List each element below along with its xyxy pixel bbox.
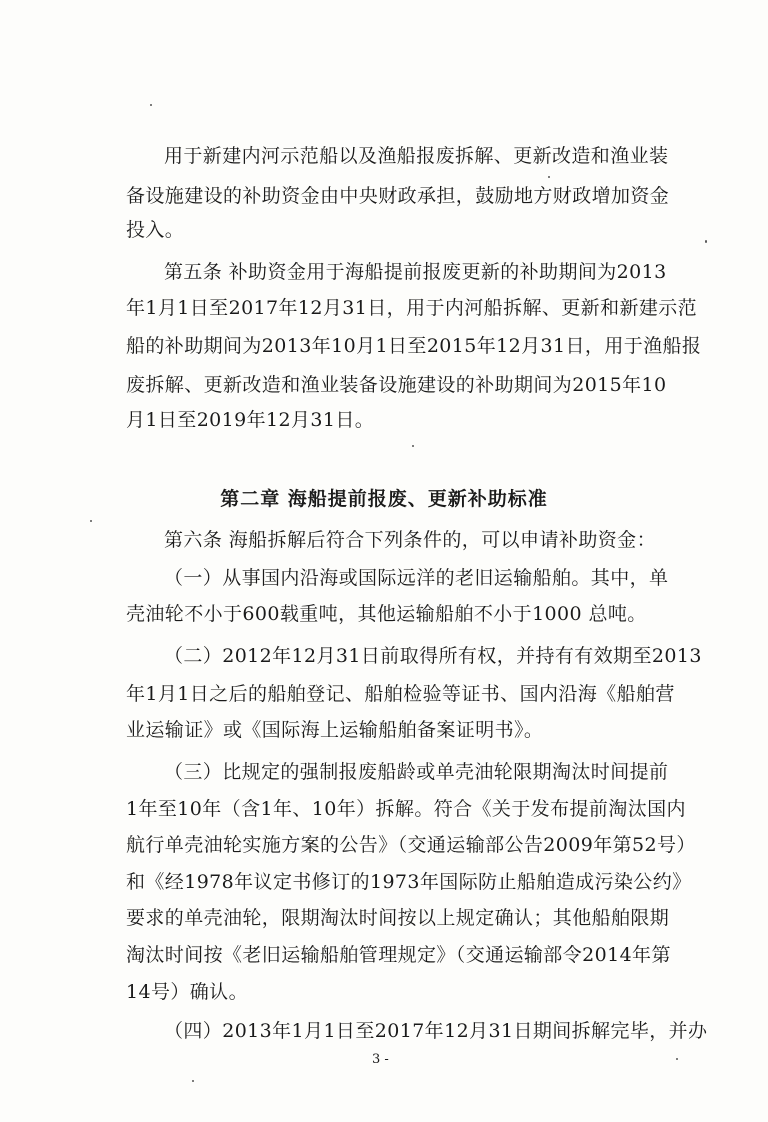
page-number: 3 - [372, 1052, 389, 1067]
scan-speck [676, 1058, 678, 1060]
text-line: 船的补助期间为2013年10月1日至2015年12月31日，用于渔船报 [126, 335, 702, 357]
text-line: （二）2012年12月31日前取得所有权，并持有有效期至2013 [164, 645, 702, 667]
text-line: 废拆解、更新改造和渔业装备设施建设的补助期间为2015年10 [126, 374, 667, 396]
scan-speck [192, 1080, 194, 1082]
article-intro: 第六条 海船拆解后符合下列条件的，可以申请补助资金： [164, 529, 656, 551]
scan-speck [90, 520, 92, 522]
text-line: 1年至10年（含1年、10年）拆解。符合《关于发布提前淘汰国内 [126, 798, 686, 820]
chapter-heading: 第二章 海船提前报废、更新补助标准 [220, 488, 548, 510]
text-line: 业运输证》或《国际海上运输船舶备案证明书》。 [126, 719, 544, 741]
text-line: 第五条 补助资金用于海船提前报废更新的补助期间为2013 [164, 261, 667, 283]
text-line: 年1月1日至2017年12月31日，用于内河船拆解、更新和新建示范 [126, 297, 698, 319]
text-line: 年1月1日之后的船舶登记、船舶检验等证书、国内沿海《船舶营 [126, 683, 675, 705]
text-line: （三）比规定的强制报废船龄或单壳油轮限期淘汰时间提前 [164, 761, 669, 783]
text-line: 14号）确认。 [126, 981, 248, 1003]
scan-speck [412, 445, 414, 447]
scan-speck [150, 104, 152, 106]
text-line: 淘汰时间按《老旧运输船舶管理规定》（交通运输部令2014年第 [126, 944, 671, 966]
text-line: 月1日至2019年12月31日。 [126, 409, 375, 431]
text-line: 航行单壳油轮实施方案的公告》（交通运输部公告2009年第52号） [126, 834, 696, 856]
text-line: 壳油轮不小于600载重吨，其他运输船舶不小于1000 总吨。 [126, 603, 647, 625]
text-line: 投入。 [126, 219, 185, 241]
scan-speck [548, 176, 550, 178]
text-line: （四）2013年1月1日至2017年12月31日期间拆解完毕，并办 [164, 1020, 708, 1042]
text-line: 和《经1978年议定书修订的1973年国际防止船舶造成污染公约》 [126, 871, 692, 893]
scan-speck [705, 240, 707, 243]
text-line: （一）从事国内沿海或国际远洋的老旧运输船舶。其中，单 [164, 567, 669, 589]
text-line: 用于新建内河示范船以及渔船报废拆解、更新改造和渔业装 [164, 145, 669, 167]
text-line: 备设施建设的补助资金由中央财政承担，鼓励地方财政增加资金 [126, 185, 670, 207]
text-line: 要求的单壳油轮，限期淘汰时间按以上规定确认；其他船舶限期 [126, 907, 670, 929]
